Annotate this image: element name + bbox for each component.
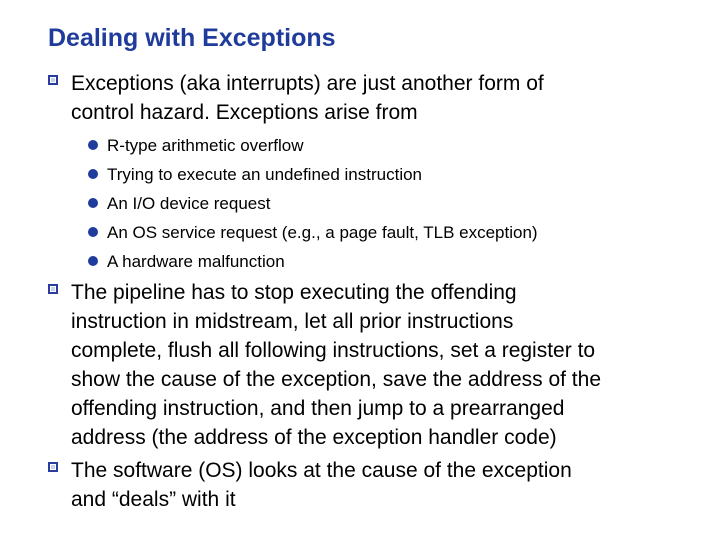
round-dot-icon	[88, 256, 98, 266]
square-bullet-icon	[48, 75, 58, 85]
round-dot-icon	[88, 140, 98, 150]
sub-bullet-text: An OS service request (e.g., a page fault, TLB exception)	[107, 223, 538, 242]
square-bullet-icon	[48, 284, 58, 294]
bullet-line: offending instruction, and then jump to a prearranged	[71, 397, 565, 420]
slide-title: Dealing with Exceptions	[48, 24, 336, 52]
round-dot-icon	[88, 198, 98, 208]
sub-bullet-text: An I/O device request	[107, 194, 271, 213]
bullet-line: instruction in midstream, let all prior instructions	[71, 310, 514, 333]
bullet-line: The software (OS) looks at the cause of the exception	[71, 459, 572, 482]
bullet-text	[71, 456, 572, 514]
bullet-text	[71, 278, 601, 452]
bullet-line: control hazard. Exceptions arise from	[71, 101, 418, 124]
bullet-line: address (the address of the exception handler code)	[71, 426, 557, 449]
bullet-line: Exceptions (aka interrupts) are just another form of	[71, 72, 544, 95]
round-dot-icon	[88, 227, 98, 237]
bullet-line: and “deals” with it	[71, 488, 236, 511]
sub-bullet-text: R-type arithmetic overflow	[107, 136, 304, 155]
sub-bullet-text: Trying to execute an undefined instruction	[107, 165, 423, 184]
round-dot-icon	[88, 169, 98, 179]
bullet-text	[71, 69, 544, 127]
bullet-line: The pipeline has to stop executing the offending	[71, 281, 517, 304]
bullet-line: complete, flush all following instructions, set a register to	[71, 339, 596, 362]
square-bullet-icon	[48, 462, 58, 472]
sub-bullet-text: A hardware malfunction	[107, 252, 285, 271]
bullet-line: show the cause of the exception, save the address of the	[71, 368, 602, 391]
